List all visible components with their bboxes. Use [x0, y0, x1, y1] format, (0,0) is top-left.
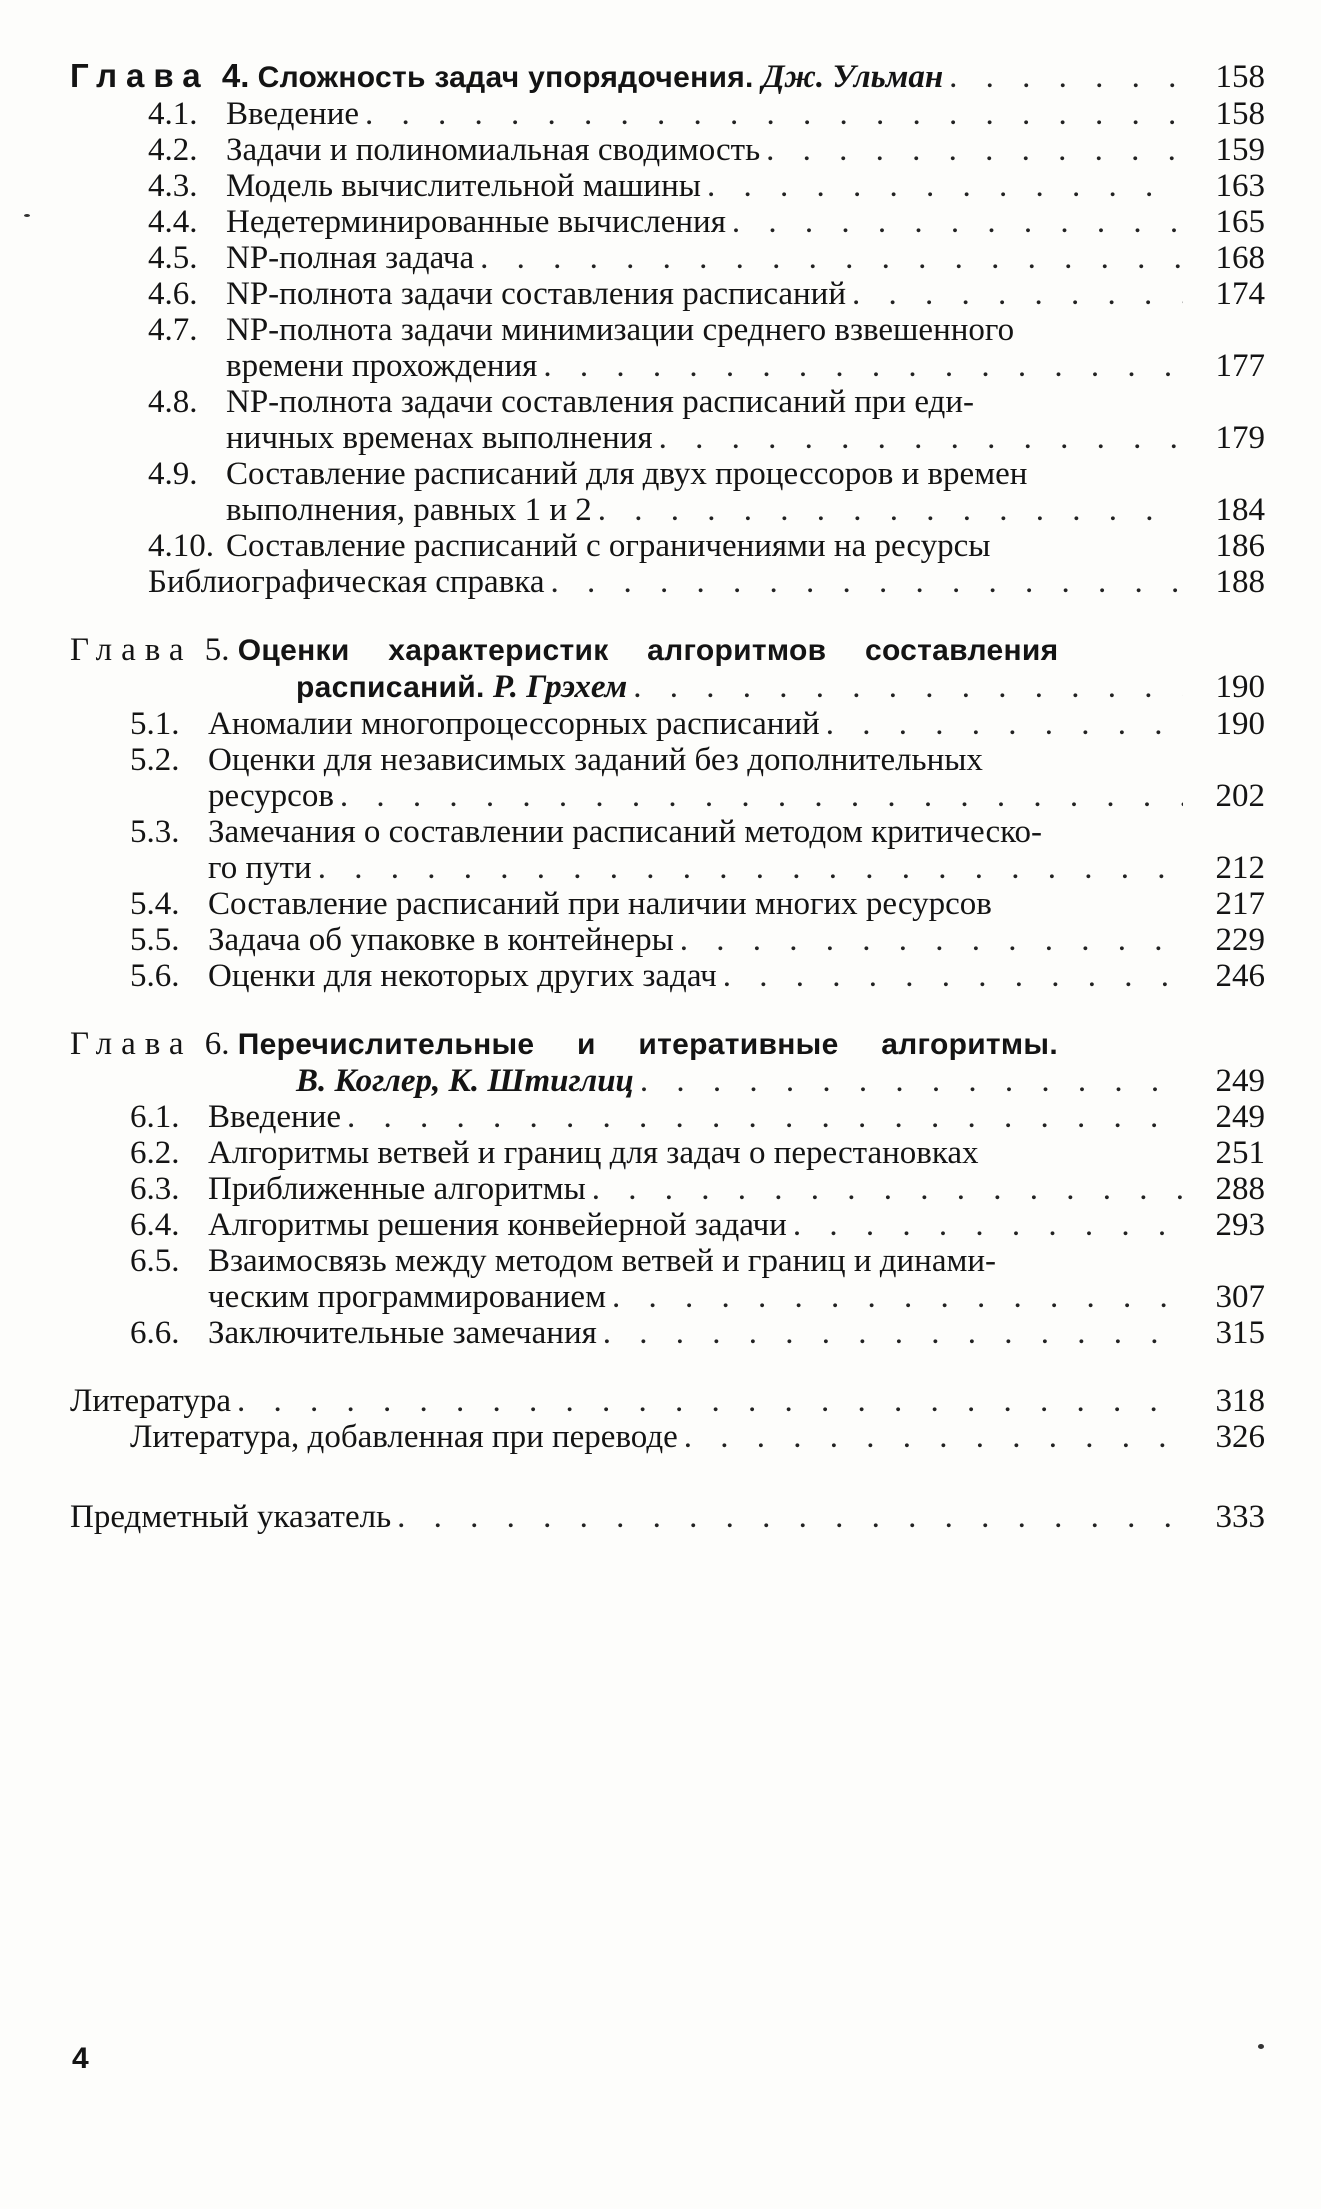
leader-dots: [603, 1315, 1183, 1351]
page-number: 163: [1215, 168, 1265, 204]
section-number: 5.6.: [130, 958, 180, 994]
chapter-5-heading-cont: [70, 669, 1265, 706]
section-number: 6.6.: [130, 1315, 180, 1351]
leader-dots: [397, 1499, 1183, 1535]
chapter-4-heading: [70, 58, 1265, 96]
section-title: Литература: [70, 1383, 232, 1419]
section-title: Недетерминированные вычисления: [226, 204, 726, 240]
toc-entry-4-10: [70, 528, 1265, 564]
toc-entry-4-4: [70, 204, 1265, 240]
leader-dots: [633, 669, 1183, 705]
page-number: 212: [1215, 850, 1265, 886]
page-number: 318: [1215, 1383, 1265, 1419]
toc-entry-6-5-cont: [70, 1279, 1265, 1315]
page-number: 184: [1215, 492, 1265, 528]
chapter-title-cont: расписаний.: [296, 671, 485, 704]
section-title-cont: го пути: [208, 850, 312, 886]
toc-entry-6-4: [70, 1207, 1265, 1243]
leader-dots: [793, 1207, 1183, 1243]
section-number: 4.8.: [148, 384, 198, 420]
section-title: Алгоритмы решения конвейерной задачи: [208, 1207, 787, 1243]
toc-entry-4-5: [70, 240, 1265, 276]
page-number: 158: [1215, 59, 1265, 95]
toc-entry-4-8: [70, 384, 1265, 420]
section-number: 4.10.: [148, 528, 214, 564]
page-number: 177: [1215, 348, 1265, 384]
leader-dots: [550, 564, 1183, 600]
section-title-cont: выполнения, равных 1 и 2: [226, 492, 592, 528]
section-number: 4.3.: [148, 168, 198, 204]
leader-dots: [365, 96, 1183, 132]
toc-entry-4-9-cont: [70, 492, 1265, 528]
chapter-5-heading: [70, 632, 1265, 669]
section-title: Модель вычислительной машины: [226, 168, 701, 204]
toc-entry-4-8-cont: [70, 420, 1265, 456]
section-title: NP-полнота задачи минимизации среднего взвешенного: [226, 312, 1015, 348]
toc-entry-6-1: [70, 1099, 1265, 1135]
section-number: 4.9.: [148, 456, 198, 492]
leader-dots: [766, 132, 1183, 168]
print-speck: [1258, 2044, 1264, 2049]
section-title: Взаимосвязь между методом ветвей и границ и динами-: [208, 1243, 997, 1279]
section-number: 6.3.: [130, 1171, 180, 1207]
leader-dots: [347, 1099, 1183, 1135]
section-title: Введение: [208, 1099, 342, 1135]
page-number: 288: [1215, 1171, 1265, 1207]
section-number: 4.2.: [148, 132, 198, 168]
page-number: 246: [1215, 958, 1265, 994]
leader-dots: [318, 850, 1183, 886]
section-number: 6.2.: [130, 1135, 180, 1171]
page-number: 158: [1215, 96, 1265, 132]
leader-dots: [707, 168, 1183, 204]
leader-dots: [680, 922, 1183, 958]
section-number: 6.1.: [130, 1099, 180, 1135]
section-title: Заключительные замечания: [208, 1315, 597, 1351]
section-number: 5.2.: [130, 742, 180, 778]
page-number: 333: [1215, 1499, 1265, 1535]
leader-dots: [684, 1419, 1183, 1455]
toc-entry-literature: [70, 1383, 1265, 1419]
toc-entry-6-6: [70, 1315, 1265, 1351]
section-title: Алгоритмы ветвей и границ для задач о перестановках: [208, 1135, 979, 1171]
page-number: 190: [1215, 706, 1265, 742]
section-title: Составление расписаний с ограничениями на ресурсы: [226, 528, 991, 564]
chapter-word: Глава: [70, 1026, 193, 1062]
section-number: 4.1.: [148, 96, 198, 132]
chapter-author: Р. Грэхем: [492, 669, 628, 705]
leader-dots: [659, 420, 1183, 456]
toc-entry-4-3: [70, 168, 1265, 204]
page-number: 249: [1215, 1063, 1265, 1099]
page-number: 186: [1215, 528, 1265, 564]
print-speck: [24, 214, 30, 217]
section-title-cont: времени прохождения: [226, 348, 538, 384]
page-number: 251: [1215, 1135, 1265, 1171]
chapter-author: В. Коглер, К. Штиглиц: [296, 1063, 634, 1099]
leader-dots: [723, 958, 1183, 994]
page-number: 179: [1215, 420, 1265, 456]
toc-entry-4-1: [70, 96, 1265, 132]
page-number: 174: [1215, 276, 1265, 312]
leader-dots: [480, 240, 1183, 276]
toc-entry-6-2: [70, 1135, 1265, 1171]
chapter-word: Глава: [70, 632, 193, 668]
page-number: 326: [1215, 1419, 1265, 1455]
page-footer-number: 4: [72, 2042, 89, 2075]
leader-dots: [852, 276, 1183, 312]
leader-dots: [543, 348, 1183, 384]
toc-entry-5-2-cont: [70, 778, 1265, 814]
leader-dots: [592, 1171, 1183, 1207]
leader-dots: [612, 1279, 1183, 1315]
section-title: Задача об упаковке в контейнеры: [208, 922, 674, 958]
chapter-6-heading: [70, 1026, 1265, 1063]
chapter-number: 4.: [221, 57, 250, 94]
section-number: 4.4.: [148, 204, 198, 240]
section-title: Предметный указатель: [70, 1499, 392, 1535]
toc-entry-4-2: [70, 132, 1265, 168]
chapter-title: Оценки характеристик алгоритмов составления: [237, 634, 1059, 667]
section-number: 5.3.: [130, 814, 180, 850]
section-title: Оценки для независимых заданий без дополнительных: [208, 742, 983, 778]
leader-dots: [732, 204, 1183, 240]
toc-entry-literature-added: [70, 1419, 1265, 1455]
page-number: 202: [1215, 778, 1265, 814]
section-title: Введение: [226, 96, 360, 132]
section-title-cont: ческим программированием: [208, 1279, 606, 1315]
section-title: NP-полнота задачи составления расписаний при еди-: [226, 384, 974, 420]
page-number: 229: [1215, 922, 1265, 958]
page-number: 190: [1215, 669, 1265, 705]
section-number: 5.4.: [130, 886, 180, 922]
toc-entry-5-5: [70, 922, 1265, 958]
chapter-6-heading-cont: [70, 1063, 1265, 1099]
toc-entry-5-4: [70, 886, 1265, 922]
toc-entry-5-1: [70, 706, 1265, 742]
section-title: Оценки для некоторых других задач: [208, 958, 717, 994]
section-title: Составление расписаний при наличии многих ресурсов: [208, 886, 992, 922]
section-title: Составление расписаний для двух процессоров и времен: [226, 456, 1028, 492]
toc-entry-5-3: [70, 814, 1265, 850]
page-number: 165: [1215, 204, 1265, 240]
toc-entry-5-6: [70, 958, 1265, 994]
section-title: Библиографическая справка: [148, 564, 545, 600]
chapter-word: Глава: [70, 57, 210, 94]
section-title: Аномалии многопроцессорных расписаний: [208, 706, 820, 742]
chapter-title: Перечислительные и итеративные алгоритмы.: [237, 1028, 1058, 1061]
toc-entry-6-5: [70, 1243, 1265, 1279]
page-number: 159: [1215, 132, 1265, 168]
toc-entry-4-9: [70, 456, 1265, 492]
leader-dots: [340, 778, 1183, 814]
toc-entry-4-6: [70, 276, 1265, 312]
section-title: Приближенные алгоритмы: [208, 1171, 586, 1207]
toc-entry-5-2: [70, 742, 1265, 778]
page-number: 188: [1215, 564, 1265, 600]
page-number: 315: [1215, 1315, 1265, 1351]
section-number: 5.5.: [130, 922, 180, 958]
page-number: 249: [1215, 1099, 1265, 1135]
page-number: 307: [1215, 1279, 1265, 1315]
table-of-contents: [70, 58, 1265, 1535]
leader-dots: [598, 492, 1183, 528]
section-title-cont: ресурсов: [208, 778, 334, 814]
section-number: 5.1.: [130, 706, 180, 742]
chapter-number: 6.: [204, 1026, 230, 1062]
toc-entry-4-7-cont: [70, 348, 1265, 384]
section-title: NP-полнота задачи составления расписаний: [226, 276, 847, 312]
leader-dots: [826, 706, 1183, 742]
leader-dots: [949, 59, 1183, 95]
section-title: NP-полная задача: [226, 240, 475, 276]
leader-dots: [640, 1063, 1183, 1099]
toc-entry-4-biblio: [70, 564, 1265, 600]
section-number: 4.7.: [148, 312, 198, 348]
page-number: 217: [1215, 886, 1265, 922]
section-number: 4.5.: [148, 240, 198, 276]
section-title-cont: ничных временах выполнения: [226, 420, 653, 456]
section-title: Литература, добавленная при переводе: [130, 1419, 678, 1455]
section-number: 6.5.: [130, 1243, 180, 1279]
page-number: 168: [1215, 240, 1265, 276]
leader-dots: [237, 1383, 1183, 1419]
chapter-title: Сложность задач упорядочения.: [257, 61, 754, 94]
section-number: 4.6.: [148, 276, 198, 312]
toc-entry-5-3-cont: [70, 850, 1265, 886]
section-title: Задачи и полиномиальная сводимость: [226, 132, 761, 168]
chapter-author: Дж. Ульман: [761, 59, 944, 95]
toc-entry-4-7: [70, 312, 1265, 348]
section-number: 6.4.: [130, 1207, 180, 1243]
section-title: Замечания о составлении расписаний методом критическо-: [208, 814, 1042, 850]
chapter-number: 5.: [204, 632, 230, 668]
toc-entry-index: [70, 1499, 1265, 1535]
toc-entry-6-3: [70, 1171, 1265, 1207]
page-number: 293: [1215, 1207, 1265, 1243]
